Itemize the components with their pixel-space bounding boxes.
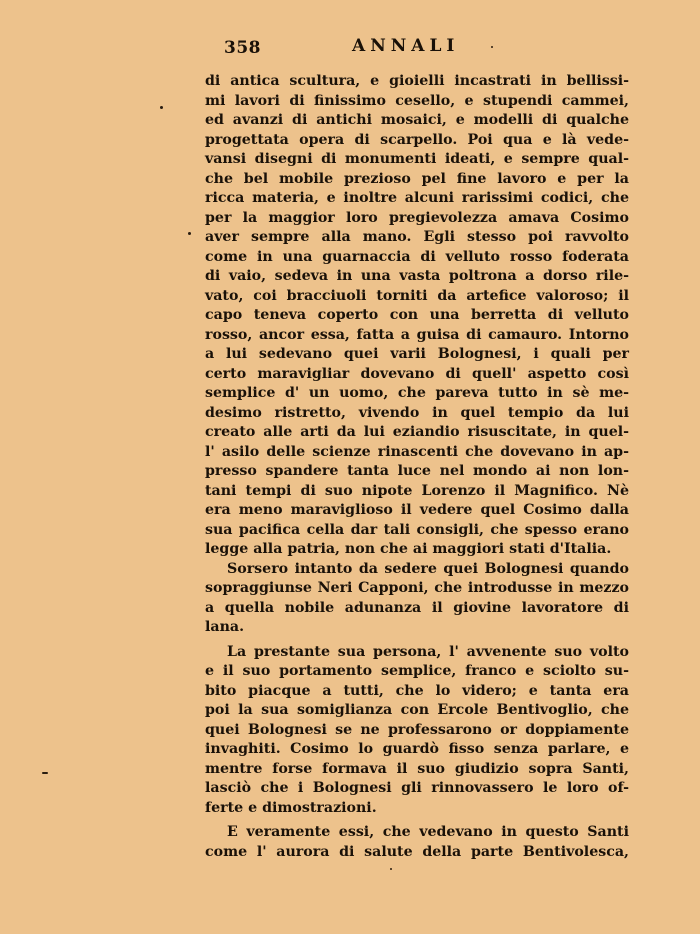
text-line: a quella nobile adunanza il giovine lavoratore di — [205, 599, 629, 616]
text-line: E veramente essi, che vedevano in questo Santi — [227, 824, 629, 840]
text-line: ricca materia, e inoltre alcuni rarissimi codici, che — [205, 190, 629, 206]
text-line: Sorsero intanto da sedere quei Bolognesi quando — [227, 560, 629, 577]
text-line: certo maravigliar dovevano di quell' aspetto così — [205, 365, 629, 382]
text-line: come in una guarnaccia di velluto rosso foderata — [205, 248, 629, 265]
text-line: semplice d' un uomo, che pareva tutto in sè me- — [205, 385, 629, 401]
text-line: di vaio, sedeva in una vasta poltrona a dorso rile- — [205, 268, 629, 284]
text-line: sua pacifica cella dar tali consigli, che spesso erano — [205, 521, 629, 538]
text-line: e il suo portamento semplice, franco e sciolto su- — [205, 663, 629, 679]
text-line: mi lavori di finissimo cesello, e stupendi cammei, — [205, 92, 629, 109]
text-line: di antica scultura, e gioielli incastrati in bellissi- — [205, 73, 629, 89]
text-line: desimo ristretto, vivendo in quel tempio da lui — [205, 404, 629, 421]
text-line: capo teneva coperto con una berretta di velluto — [205, 307, 629, 323]
paragraph — [205, 72, 629, 560]
paragraph — [205, 560, 629, 638]
ink-speck — [390, 868, 392, 870]
ink-speck — [188, 232, 191, 235]
body-text — [205, 72, 629, 862]
text-line: vansi disegni di monumenti ideati, e sempre qual- — [205, 151, 629, 167]
text-line: quei Bolognesi se ne professarono or doppiamente — [205, 721, 629, 738]
text-line: mentre forse formava il suo giudizio sopra Santi, — [205, 760, 629, 777]
text-line: bito piacque a tutti, che lo videro; e tanta era — [205, 682, 629, 699]
text-line: lasciò che i Bolognesi gli rinnovassero le loro of- — [205, 780, 629, 796]
ink-speck — [42, 772, 48, 774]
ink-speck — [491, 46, 493, 48]
ink-speck — [160, 106, 163, 109]
text-line: ed avanzi di antichi mosaici, e modelli di qualche — [205, 112, 629, 128]
paragraph — [205, 643, 629, 819]
text-line: era meno maraviglioso il vedere quel Cosimo dalla — [205, 502, 629, 518]
text-line: progettata opera di scarpello. Poi qua e là vede- — [205, 131, 629, 148]
text-line: ferte e dimostrazioni. — [205, 799, 377, 816]
text-line: poi la sua somiglianza con Ercole Bentivoglio, che — [205, 702, 629, 718]
text-line: rosso, ancor essa, fatta a guisa di camauro. Intorno — [205, 326, 629, 343]
text-line: vato, coi bracciuoli torniti da artefice valoroso; il — [205, 287, 629, 304]
running-head: ANNALI — [352, 36, 460, 56]
text-line: sopraggiunse Neri Capponi, che introdusse in mezzo — [205, 580, 629, 596]
text-line: creato alle arti da lui eziandio risuscitate, in quel- — [205, 424, 629, 440]
text-line: presso spandere tanta luce nel mondo ai non lon- — [205, 463, 629, 479]
text-line: aver sempre alla mano. Egli stesso poi ravvolto — [205, 229, 629, 245]
text-line: per la maggior loro pregievolezza amava Cosimo — [205, 209, 629, 226]
text-line: legge alla patria, non che ai maggiori stati d'Italia. — [205, 541, 612, 557]
text-line: tani tempi di suo nipote Lorenzo il Magnifico. Nè — [205, 482, 629, 499]
text-line: che bel mobile prezioso pel fine lavoro e per la — [205, 170, 629, 187]
text-line: invaghiti. Cosimo lo guardò fisso senza parlare, e — [205, 741, 629, 757]
text-line: come l' aurora di salute della parte Bentivolesca, — [205, 843, 629, 860]
text-line: lana. — [205, 619, 245, 635]
paragraph — [205, 823, 629, 862]
page-number: 358 — [224, 38, 261, 58]
text-line: a lui sedevano quei varii Bolognesi, i quali per — [205, 346, 629, 362]
text-line: l' asilo delle scienze rinascenti che dovevano in ap- — [205, 443, 629, 460]
text-line: La prestante sua persona, l' avvenente suo volto — [227, 643, 629, 660]
